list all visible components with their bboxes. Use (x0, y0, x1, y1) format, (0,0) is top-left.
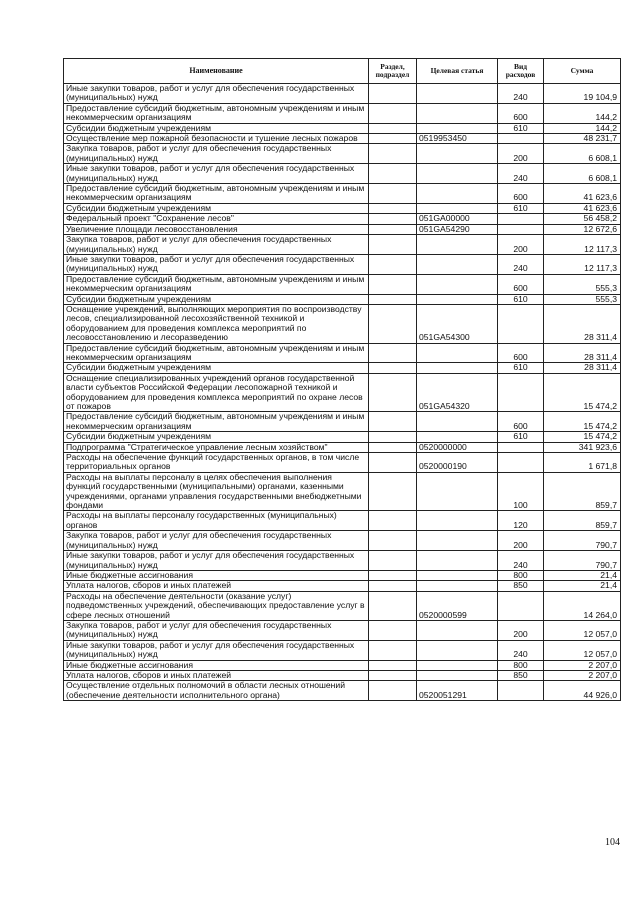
cell-sum: 12 117,3 (544, 254, 621, 274)
header-type: Вид расходов (498, 59, 544, 84)
cell-name: Оснащение специализированных учреждений органов государственной власти субъектов Российской Федерации лесопожарной техникой и оборудованием для проведения комплекса мероприятий по охране лесов от пожаров (64, 373, 369, 412)
table-row (64, 551, 621, 571)
cell-sum: 15 474,2 (544, 432, 621, 442)
cell-target (417, 620, 498, 640)
cell-type (498, 224, 544, 234)
cell-section (369, 640, 417, 660)
cell-type: 850 (498, 581, 544, 591)
cell-target: 0520000000 (417, 442, 498, 452)
cell-type: 610 (498, 294, 544, 304)
table-row (64, 373, 621, 412)
cell-section (369, 660, 417, 670)
header-name: Наименование (64, 59, 369, 84)
table-row (64, 224, 621, 234)
cell-sum: 144,2 (544, 123, 621, 133)
cell-target (417, 363, 498, 373)
cell-section (369, 453, 417, 473)
cell-name: Иные закупки товаров, работ и услуг для обеспечения государственных (муниципальных) нужд (64, 551, 369, 571)
cell-target (417, 343, 498, 363)
table-row (64, 343, 621, 363)
cell-type (498, 134, 544, 144)
cell-sum: 28 311,4 (544, 363, 621, 373)
cell-type: 610 (498, 432, 544, 442)
cell-name: Иные закупки товаров, работ и услуг для обеспечения государственных (муниципальных) нужд (64, 84, 369, 104)
cell-section (369, 591, 417, 620)
cell-name: Предоставление субсидий бюджетным, автономным учреждениям и иным некоммерческим организациям (64, 103, 369, 123)
cell-type: 610 (498, 363, 544, 373)
cell-target (417, 274, 498, 294)
cell-target (417, 144, 498, 164)
cell-section (369, 134, 417, 144)
cell-name: Иные бюджетные ассигнования (64, 570, 369, 580)
table-row (64, 581, 621, 591)
cell-type: 800 (498, 570, 544, 580)
table-row (64, 84, 621, 104)
cell-name: Расходы на выплаты персоналу государственных (муниципальных) органов (64, 511, 369, 531)
cell-section (369, 581, 417, 591)
cell-name: Закупка товаров, работ и услуг для обеспечения государственных (муниципальных) нужд (64, 620, 369, 640)
cell-type (498, 442, 544, 452)
cell-section (369, 551, 417, 571)
cell-name: Подпрограмма "Стратегическое управление лесным хозяйством" (64, 442, 369, 452)
cell-section (369, 511, 417, 531)
cell-section (369, 203, 417, 213)
table-row (64, 670, 621, 680)
cell-sum: 555,3 (544, 274, 621, 294)
cell-sum: 21,4 (544, 581, 621, 591)
cell-target: 051GA54300 (417, 304, 498, 343)
cell-name: Закупка товаров, работ и услуг для обеспечения государственных (муниципальных) нужд (64, 144, 369, 164)
table-row (64, 184, 621, 204)
cell-section (369, 670, 417, 680)
header-target: Целевая статья (417, 59, 498, 84)
cell-sum: 12 117,3 (544, 235, 621, 255)
cell-type: 240 (498, 164, 544, 184)
table-row (64, 570, 621, 580)
cell-type (498, 373, 544, 412)
table-row (64, 274, 621, 294)
cell-name: Оснащение учреждений, выполняющих мероприятия по воспроизводству лесов, специализированной лесохозяйственной техникой и оборудованием для проведения комплекса мероприятий по лесовосстановлению и лесоразведению (64, 304, 369, 343)
cell-target (417, 660, 498, 670)
cell-section (369, 472, 417, 511)
cell-sum: 2 207,0 (544, 660, 621, 670)
cell-target: 0519953450 (417, 134, 498, 144)
cell-sum: 859,7 (544, 511, 621, 531)
cell-type: 240 (498, 551, 544, 571)
cell-type (498, 214, 544, 224)
cell-target (417, 412, 498, 432)
table-row (64, 591, 621, 620)
cell-type: 600 (498, 343, 544, 363)
table-row (64, 254, 621, 274)
table-row (64, 432, 621, 442)
cell-target (417, 670, 498, 680)
cell-type (498, 304, 544, 343)
cell-target: 0520000190 (417, 453, 498, 473)
cell-section (369, 570, 417, 580)
cell-sum: 144,2 (544, 103, 621, 123)
cell-target (417, 203, 498, 213)
cell-section (369, 373, 417, 412)
cell-sum: 790,7 (544, 531, 621, 551)
cell-name: Иные закупки товаров, работ и услуг для обеспечения государственных (муниципальных) нужд (64, 254, 369, 274)
cell-section (369, 144, 417, 164)
table-row (64, 412, 621, 432)
cell-section (369, 442, 417, 452)
cell-type (498, 453, 544, 473)
cell-name: Субсидии бюджетным учреждениям (64, 294, 369, 304)
cell-target (417, 103, 498, 123)
cell-sum: 41 623,6 (544, 203, 621, 213)
cell-target (417, 184, 498, 204)
cell-type: 850 (498, 670, 544, 680)
cell-type: 800 (498, 660, 544, 670)
table-row (64, 164, 621, 184)
table-row (64, 531, 621, 551)
cell-name: Предоставление субсидий бюджетным, автономным учреждениям и иным некоммерческим организациям (64, 184, 369, 204)
cell-name: Иные закупки товаров, работ и услуг для обеспечения государственных (муниципальных) нужд (64, 164, 369, 184)
cell-name: Расходы на выплаты персоналу в целях обеспечения выполнения функций государственными (муниципальными) органами, казенными учреждениями, органами управления государственными внебюджетными фондами (64, 472, 369, 511)
cell-type: 200 (498, 531, 544, 551)
cell-sum: 19 104,9 (544, 84, 621, 104)
cell-section (369, 235, 417, 255)
cell-target (417, 511, 498, 531)
cell-type: 610 (498, 123, 544, 133)
cell-section (369, 343, 417, 363)
cell-section (369, 681, 417, 701)
cell-section (369, 412, 417, 432)
budget-table (63, 58, 621, 701)
table-row (64, 453, 621, 473)
cell-sum: 12 672,6 (544, 224, 621, 234)
cell-target (417, 164, 498, 184)
cell-section (369, 123, 417, 133)
table-row (64, 511, 621, 531)
cell-section (369, 294, 417, 304)
cell-name: Федеральный проект "Сохранение лесов" (64, 214, 369, 224)
cell-type: 600 (498, 274, 544, 294)
cell-target (417, 254, 498, 274)
page-number: 104 (605, 837, 620, 848)
table-row (64, 123, 621, 133)
cell-name: Предоставление субсидий бюджетным, автономным учреждениям и иным некоммерческим организациям (64, 412, 369, 432)
cell-sum: 28 311,4 (544, 304, 621, 343)
cell-name: Увеличение площади лесовосстановления (64, 224, 369, 234)
header-section: Раздел, подраздел (369, 59, 417, 84)
cell-sum: 41 623,6 (544, 184, 621, 204)
table-row (64, 203, 621, 213)
cell-target (417, 581, 498, 591)
cell-type: 240 (498, 84, 544, 104)
cell-section (369, 214, 417, 224)
cell-sum: 12 057,0 (544, 640, 621, 660)
cell-section (369, 254, 417, 274)
cell-type: 240 (498, 254, 544, 274)
cell-type (498, 681, 544, 701)
cell-section (369, 304, 417, 343)
cell-target (417, 570, 498, 580)
cell-name: Расходы на обеспечение деятельности (оказание услуг) подведомственных учреждений, обеспечивающих предоставление услуг в сфере лесных отношений (64, 591, 369, 620)
cell-type: 240 (498, 640, 544, 660)
cell-name: Иные закупки товаров, работ и услуг для обеспечения государственных (муниципальных) нужд (64, 640, 369, 660)
cell-target (417, 123, 498, 133)
cell-type: 610 (498, 203, 544, 213)
cell-target (417, 531, 498, 551)
cell-name: Закупка товаров, работ и услуг для обеспечения государственных (муниципальных) нужд (64, 531, 369, 551)
cell-section (369, 620, 417, 640)
cell-section (369, 84, 417, 104)
table-row (64, 620, 621, 640)
cell-target (417, 472, 498, 511)
cell-target (417, 432, 498, 442)
cell-sum: 15 474,2 (544, 412, 621, 432)
cell-section (369, 363, 417, 373)
cell-target: 051GA00000 (417, 214, 498, 224)
cell-section (369, 103, 417, 123)
cell-sum: 28 311,4 (544, 343, 621, 363)
cell-name: Предоставление субсидий бюджетным, автономным учреждениям и иным некоммерческим организациям (64, 343, 369, 363)
cell-name: Субсидии бюджетным учреждениям (64, 432, 369, 442)
cell-sum: 12 057,0 (544, 620, 621, 640)
table-row (64, 640, 621, 660)
cell-section (369, 432, 417, 442)
cell-target: 0520000599 (417, 591, 498, 620)
table-row (64, 294, 621, 304)
cell-name: Уплата налогов, сборов и иных платежей (64, 670, 369, 680)
table-row (64, 660, 621, 670)
table-body (64, 84, 621, 701)
table-row (64, 472, 621, 511)
cell-type: 200 (498, 620, 544, 640)
cell-sum: 48 231,7 (544, 134, 621, 144)
cell-sum: 2 207,0 (544, 670, 621, 680)
cell-sum: 1 671,8 (544, 453, 621, 473)
table-row (64, 144, 621, 164)
cell-sum: 44 926,0 (544, 681, 621, 701)
cell-target (417, 640, 498, 660)
cell-section (369, 274, 417, 294)
header-sum: Сумма (544, 59, 621, 84)
cell-target (417, 551, 498, 571)
cell-sum: 790,7 (544, 551, 621, 571)
table-row (64, 363, 621, 373)
cell-name: Предоставление субсидий бюджетным, автономным учреждениям и иным некоммерческим организациям (64, 274, 369, 294)
cell-target: 051GA54290 (417, 224, 498, 234)
table-row (64, 103, 621, 123)
cell-type: 600 (498, 184, 544, 204)
cell-sum: 21,4 (544, 570, 621, 580)
cell-sum: 555,3 (544, 294, 621, 304)
table-row (64, 235, 621, 255)
cell-name: Уплата налогов, сборов и иных платежей (64, 581, 369, 591)
cell-name: Иные бюджетные ассигнования (64, 660, 369, 670)
cell-type: 120 (498, 511, 544, 531)
cell-section (369, 224, 417, 234)
cell-type: 200 (498, 235, 544, 255)
cell-sum: 14 264,0 (544, 591, 621, 620)
table-header-row (64, 59, 621, 84)
cell-sum: 6 608,1 (544, 164, 621, 184)
cell-name: Субсидии бюджетным учреждениям (64, 203, 369, 213)
cell-sum: 56 458,2 (544, 214, 621, 224)
cell-type: 600 (498, 412, 544, 432)
cell-name: Расходы на обеспечение функций государственных органов, в том числе территориальных органов (64, 453, 369, 473)
cell-sum: 341 923,6 (544, 442, 621, 452)
table-row (64, 304, 621, 343)
cell-target: 0520051291 (417, 681, 498, 701)
table-row (64, 134, 621, 144)
cell-target (417, 235, 498, 255)
cell-target: 051GA54320 (417, 373, 498, 412)
cell-type: 200 (498, 144, 544, 164)
cell-name: Осуществление отдельных полномочий в области лесных отношений (обеспечение деятельности исполнительного органа) (64, 681, 369, 701)
table-row (64, 214, 621, 224)
cell-section (369, 184, 417, 204)
cell-name: Субсидии бюджетным учреждениям (64, 363, 369, 373)
table-row (64, 442, 621, 452)
cell-type: 600 (498, 103, 544, 123)
cell-name: Осуществление мер пожарной безопасности и тушение лесных пожаров (64, 134, 369, 144)
cell-sum: 6 608,1 (544, 144, 621, 164)
cell-target (417, 84, 498, 104)
cell-name: Закупка товаров, работ и услуг для обеспечения государственных (муниципальных) нужд (64, 235, 369, 255)
cell-type (498, 591, 544, 620)
cell-type: 100 (498, 472, 544, 511)
cell-name: Субсидии бюджетным учреждениям (64, 123, 369, 133)
cell-sum: 15 474,2 (544, 373, 621, 412)
table-row (64, 681, 621, 701)
cell-section (369, 531, 417, 551)
cell-sum: 859,7 (544, 472, 621, 511)
cell-section (369, 164, 417, 184)
cell-target (417, 294, 498, 304)
